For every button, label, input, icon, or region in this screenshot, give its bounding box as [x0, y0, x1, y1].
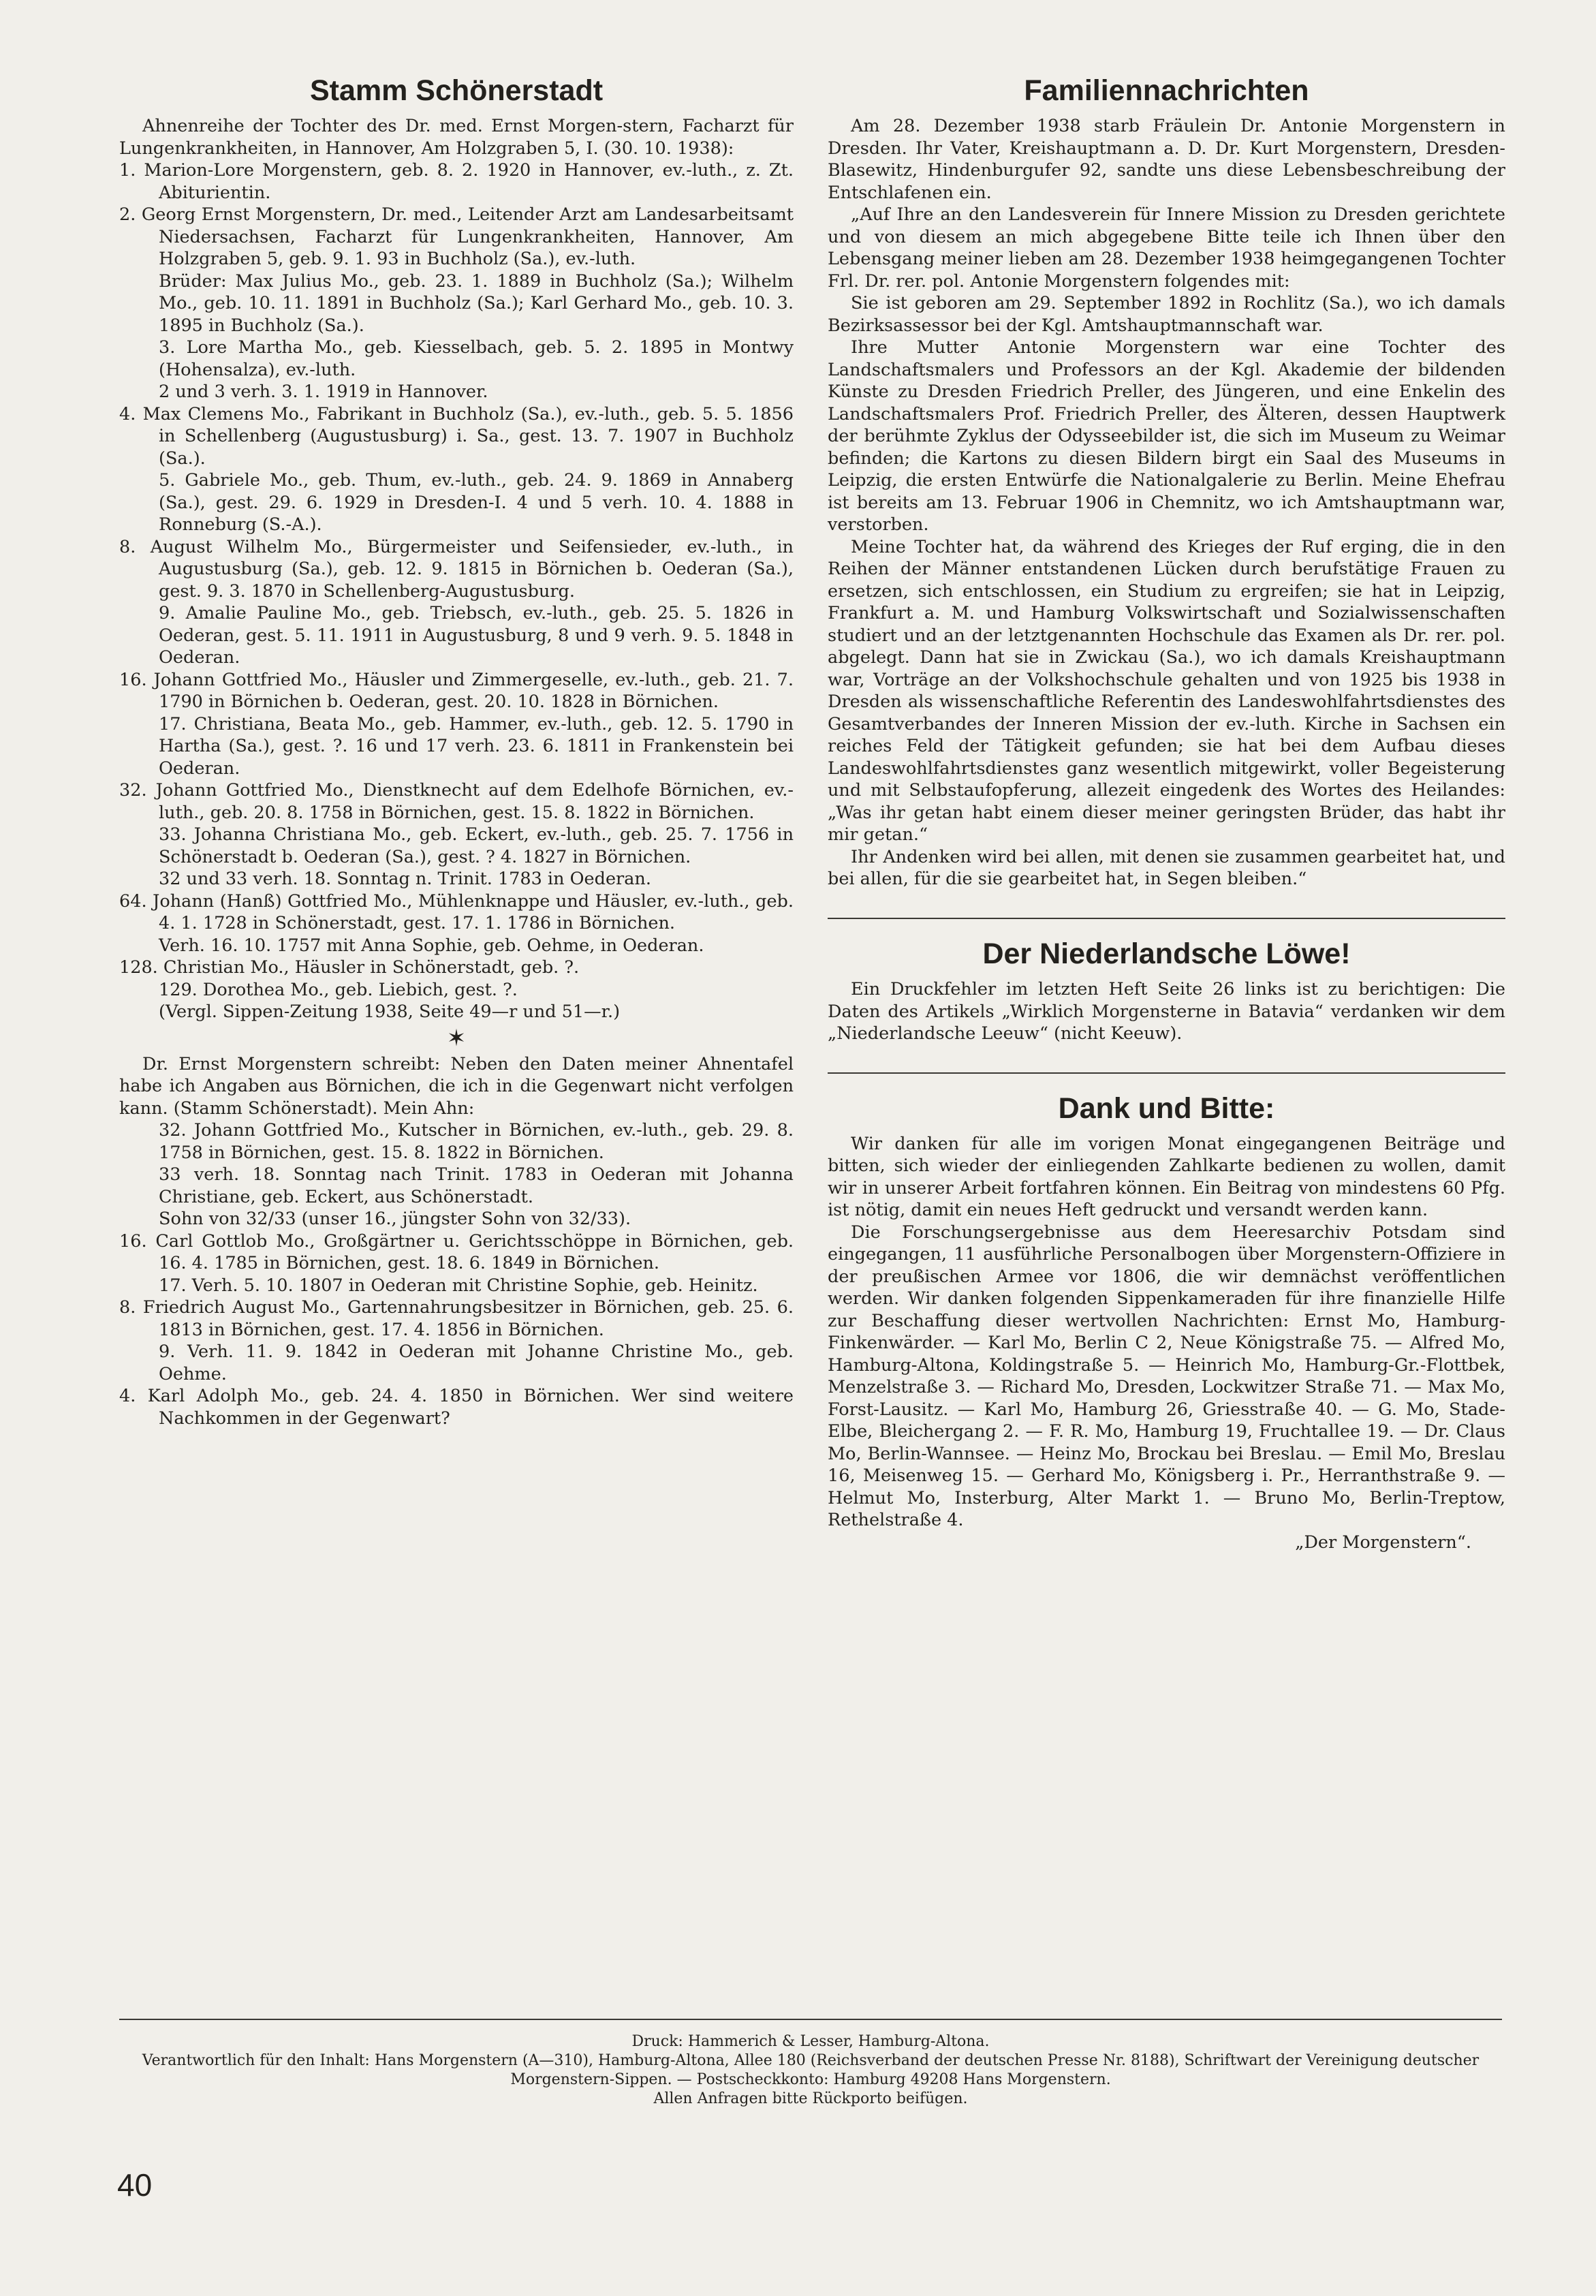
- paragraph: 64. Johann (Hanß) Gottfried Mo., Mühlenknappe und Häusler, ev.-luth., geb. 4. 1. 1728 in Schönerstadt, gest. 17. 1. 1786 in Börnichen.: [119, 890, 794, 934]
- paragraph: Sohn von 32/33 (unser 16., jüngster Sohn von 32/33).: [159, 1209, 631, 1230]
- paragraph: 2 und 3 verh. 3. 1. 1919 in Hannover.: [159, 382, 488, 403]
- paragraph: 8. August Wilhelm Mo., Bürgermeister und Seifensieder, ev.-luth., in Augustusburg (Sa.), geb. 12. 9. 1815 in Börnichen b. Oederan (Sa.), gest. 9. 3. 1870 in Schellenberg-Augustusburg.: [119, 536, 794, 602]
- paragraph: Wir danken für alle im vorigen Monat eingegangenen Beiträge und bitten, sich wieder der einliegenden Zahlkarte bedienen zu wollen, damit wir in unserer Arbeit fortfahren können. Ein Beitrag von mindestens 60 Pfg. ist nötig, damit ein neues Heft gedruckt und versandt werden kann.: [828, 1133, 1505, 1221]
- page-number: 40: [117, 2167, 153, 2203]
- paragraph: 129. Dorothea Mo., geb. Liebich, gest. ?.: [159, 979, 518, 1000]
- paragraph: 5. Gabriele Mo., geb. Thum, ev.-luth., geb. 24. 9. 1869 in Annaberg (Sa.), gest. 29. 6. 1929 in Dresden-I. 4 und 5 verh. 10. 4. 1888 in Ronneburg (S.-A.).: [159, 470, 794, 536]
- paragraph: (Vergl. Sippen-Zeitung 1938, Seite 49—r und 51—r.): [159, 1002, 621, 1023]
- family-news: [828, 115, 1505, 890]
- ancestry-list: [119, 115, 794, 1023]
- paragraph: 2. Georg Ernst Morgenstern, Dr. med., Leitender Arzt am Landesarbeitsamt Niedersachsen, Facharzt für Lungenkrankheiten, Hannover, Am Holzgraben 5, geb. 9. 1. 93 in Buchholz (Sa.), ev.-luth.: [119, 204, 794, 270]
- paragraph: Am 28. Dezember 1938 starb Fräulein Dr. Antonie Morgenstern in Dresden. Ihr Vater, Kreishauptmann a. D. Dr. Kurt Morgenstern, Dresden-Blasewitz, Hindenburgufer 92, sandte uns diese Lebensbeschreibung der Entschlafenen ein.: [828, 116, 1505, 203]
- section-heading-loewe: Der Niederlandsche Löwe!: [982, 937, 1351, 970]
- signature: „Der Morgenstern“.: [1295, 1532, 1471, 1553]
- paragraph: Ihre Mutter Antonie Morgenstern war eine Tochter des Landschaftsmalers und Professors an der Kgl. Akademie der bildenden Künste zu Dresden Friedrich Preller, des Jüngeren, und eine Enkelin des Landschaftsmalers Prof. Friedrich Preller, des Älteren, dessen Hauptwerk der berühmte Zyklus der Odysseebilder ist, die sich im Museum zu Weimar befinden; die Kartons zu diesen Bildern birgt ein Saal des Museums in Leipzig, die ersten Entwürfe die Nationalgalerie zu Berlin. Meine Ehefrau ist bereits am 13. Februar 1906 in Chemnitz, wo ich Amtshauptmann war, verstorben.: [828, 337, 1505, 536]
- section-divider: [828, 1072, 1505, 1074]
- footer-divider: [119, 2019, 1502, 2020]
- paragraph: 16. Carl Gottlob Mo., Großgärtner u. Gerichtsschöppe in Börnichen, geb. 16. 4. 1785 in Börnichen, gest. 18. 6. 1849 in Börnichen.: [119, 1230, 794, 1274]
- paragraph: 1. Marion-Lore Morgenstern, geb. 8. 2. 1920 in Hannover, ev.-luth., z. Zt. Abiturientin.: [119, 160, 794, 203]
- paragraph: 17. Christiana, Beata Mo., geb. Hammer, ev.-luth., geb. 12. 5. 1790 in Hartha (Sa.), gest. ?. 16 und 17 verh. 23. 6. 1811 in Frankenstein bei Oederan.: [159, 713, 794, 779]
- footer-druck: Druck: Hammerich & Lesser, Hamburg-Altona.: [631, 2033, 990, 2050]
- paragraph: 33 verh. 18. Sonntag nach Trinit. 1783 in Oederan mit Johanna Christiane, geb. Eckert, aus Schönerstadt.: [159, 1164, 794, 1207]
- star-separator-icon: ✶: [446, 1024, 467, 1052]
- paragraph: Dr. Ernst Morgenstern schreibt: Neben den Daten meiner Ahnentafel habe ich Angaben aus Börnichen, die ich in die Gegenwart nicht verfolgen kann. (Stamm Schönerstadt). Mein Ahn:: [119, 1053, 794, 1119]
- right-column: [828, 75, 1505, 1553]
- paragraph: Ahnenreihe der Tochter des Dr. med. Ernst Morgen-stern, Facharzt für Lungenkrankheiten, in Hannover, Am Holzgraben 5, I. (30. 10. 1938):: [119, 116, 794, 159]
- section-divider: [828, 918, 1505, 919]
- paragraph: 4. Max Clemens Mo., Fabrikant in Buchholz (Sa.), ev.-luth., geb. 5. 5. 1856 in Schellenberg (Augustusburg) i. Sa., gest. 13. 7. 1907 in Buchholz (Sa.).: [119, 403, 794, 469]
- section-heading-familiennachrichten: Familiennachrichten: [1024, 74, 1309, 107]
- paragraph: 3. Lore Martha Mo., geb. Kiesselbach, geb. 5. 2. 1895 in Montwy (Hohensalza), ev.-luth.: [159, 337, 794, 380]
- paragraph: 17. Verh. 5. 10. 1807 in Oederan mit Christine Sophie, geb. Heinitz.: [159, 1275, 758, 1296]
- imprint-footer: [119, 2019, 1502, 2109]
- paragraph: 32. Johann Gottfried Mo., Kutscher in Börnichen, ev.-luth., geb. 29. 8. 1758 in Börnichen, gest. 15. 8. 1822 in Börnichen.: [159, 1120, 794, 1163]
- paragraph: 9. Verh. 11. 9. 1842 in Oederan mit Johanne Christine Mo., geb. Oehme.: [159, 1341, 794, 1384]
- paragraph: Die Forschungsergebnisse aus dem Heeresarchiv Potsdam sind eingegangen, 11 ausführliche Personalbogen über Morgenstern-Offiziere in der preußischen Armee vor 1806, die wir demnächst veröffentlichen werden. Wir danken folgenden Sippenkameraden für ihre finanzielle Hilfe zur Beschaffung dieser wertvollen Nachrichten: Ernst Mo, Hamburg-Finkenwärder. — Karl Mo, Berlin C 2, Neue Königstraße 75. — Alfred Mo, Hamburg-Altona, Koldingstraße 5. — Heinrich Mo, Hamburg-Gr.-Flottbek, Menzelstraße 3. — Richard Mo, Dresden, Lockwitzer Straße 71. — Max Mo, Forst-Lausitz. — Karl Mo, Hamburg 26, Griesstraße 40. — G. Mo, Stade-Elbe, Bleichergang 2. — F. R. Mo, Hamburg 19, Fruchtallee 19. — Dr. Claus Mo, Berlin-Wannsee. — Heinz Mo, Brockau bei Breslau. — Emil Mo, Breslau 16, Meisenweg 15. — Gerhard Mo, Königsberg i. Pr., Herranthstraße 9. — Helmut Mo, Insterburg, Alter Markt 1. — Bruno Mo, Berlin-Treptow, Rethelstraße 4.: [828, 1222, 1505, 1531]
- footer-rueckporto: Allen Anfragen bitte Rückporto beifügen.: [653, 2090, 968, 2107]
- paragraph: „Auf Ihre an den Landesverein für Innere Mission zu Dresden gerichtete und von diesem an mich abgegebene Bitte teile ich Ihnen über den Lebensgang meiner lieben am 28. Dezember 1938 heimgegangenen Tochter Frl. Dr. rer. pol. Antonie Morgenstern folgendes mit:: [828, 204, 1505, 292]
- dank-text: [828, 1133, 1505, 1532]
- paragraph: 32 und 33 verh. 18. Sonntag n. Trinit. 1783 in Oederan.: [159, 869, 651, 890]
- paragraph: 128. Christian Mo., Häusler in Schönerstadt, geb. ?.: [119, 957, 580, 978]
- section-heading-dank: Dank und Bitte:: [1058, 1091, 1275, 1125]
- loewe-text: Ein Druckfehler im letzten Heft Seite 26 links ist zu berichtigen: Die Daten des Artikels „Wirklich Morgensterne in Batavia“ verdanken wir dem „Niederlandsche Leeuw“ (nicht Keeuw).: [828, 979, 1505, 1044]
- paragraph: Ihr Andenken wird bei allen, mit denen sie zusammen gearbeitet hat, und bei allen, für die sie gearbeitet hat, in Segen bleiben.“: [828, 846, 1505, 890]
- paragraph: Sie ist geboren am 29. September 1892 in Rochlitz (Sa.), wo ich damals Bezirksassessor bei der Kgl. Amtshauptmannschaft war.: [828, 293, 1505, 336]
- paragraph: 9. Amalie Pauline Mo., geb. Triebsch, ev.-luth., geb. 25. 5. 1826 in Oederan, gest. 5. 11. 1911 in Augustusburg, 8 und 9 verh. 9. 5. 1848 in Oederan.: [159, 603, 794, 668]
- section-heading-stamm: Stamm Schönerstadt: [309, 74, 604, 107]
- paragraph: Brüder: Max Julius Mo., geb. 23. 1. 1889 in Buchholz (Sa.); Wilhelm Mo., geb. 10. 11. 1891 in Buchholz (Sa.); Karl Gerhard Mo., geb. 10. 3. 1895 in Buchholz (Sa.).: [159, 270, 794, 336]
- paragraph: 16. Johann Gottfried Mo., Häusler und Zimmergeselle, ev.-luth., geb. 21. 7. 1790 in Börnichen b. Oederan, gest. 20. 10. 1828 in Börnichen.: [119, 669, 794, 713]
- paragraph: Meine Tochter hat, da während des Krieges der Ruf erging, die in den Reihen der Männer entstandenen Lücken durch berufstätige Frauen zu ersetzen, sich entschlossen, ein Studium zu ergreifen; sie hat in Leipzig, Frankfurt a. M. und Hamburg Volkswirtschaft und Sozialwissenschaften studiert und an der letztgenannten Hochschule das Examen als Dr. rer. pol. abgelegt. Dann hat sie in Zwickau (Sa.), wo ich damals Kreishauptmann war, Vorträge an der Volkshochschule gehalten und von 1925 bis 1938 in Dresden als wissenschaftliche Referentin des Landeswohlfahrtsdienstes des Gesamtverbandes der Inneren Mission der ev.-luth. Kirche in Sachsen ein reiches Feld der Tätigkeit gefunden; sie hat bei dem Aufbau dieses Landeswohlfahrtsdienstes ganz wesentlich mitgewirkt, voller Begeisterung und mit Selbstaufopferung, allezeit eingedenk des Wortes des Heilandes: „Was ihr getan habt einem dieser meiner geringsten Brüder, das habt ihr mir getan.“: [828, 536, 1505, 846]
- paragraph: 33. Johanna Christiana Mo., geb. Eckert, ev.-luth., geb. 25. 7. 1756 in Schönerstadt b. Oederan (Sa.), gest. ? 4. 1827 in Börnichen.: [159, 824, 794, 867]
- paragraph: 8. Friedrich August Mo., Gartennahrungsbesitzer in Börnichen, geb. 25. 6. 1813 in Börnichen, gest. 17. 4. 1856 in Börnichen.: [119, 1297, 794, 1340]
- left-column: [119, 75, 794, 1429]
- footer-verantwortlich: Verantwortlich für den Inhalt: Hans Morgenstern (A—310), Hamburg-Altona, Allee 180 (Reichsverband der deutschen Presse Nr. 8188), Schriftwart der Vereinigung deutscher Morgenstern-Sippen. — Postscheckkonto: Hamburg 49208 Hans Morgenstern.: [142, 2052, 1480, 2088]
- paragraph: 32. Johann Gottfried Mo., Dienstknecht auf dem Edelhofe Börnichen, ev.-luth., geb. 20. 8. 1758 in Börnichen, gest. 15. 8. 1822 in Börnichen.: [119, 780, 794, 823]
- paragraph: Verh. 16. 10. 1757 mit Anna Sophie, geb. Oehme, in Oederan.: [159, 935, 704, 956]
- paragraph: 4. Karl Adolph Mo., geb. 24. 4. 1850 in Börnichen. Wer sind weitere Nachkommen in der Gegenwart?: [119, 1386, 794, 1429]
- ancestry-list-2: [119, 1053, 794, 1430]
